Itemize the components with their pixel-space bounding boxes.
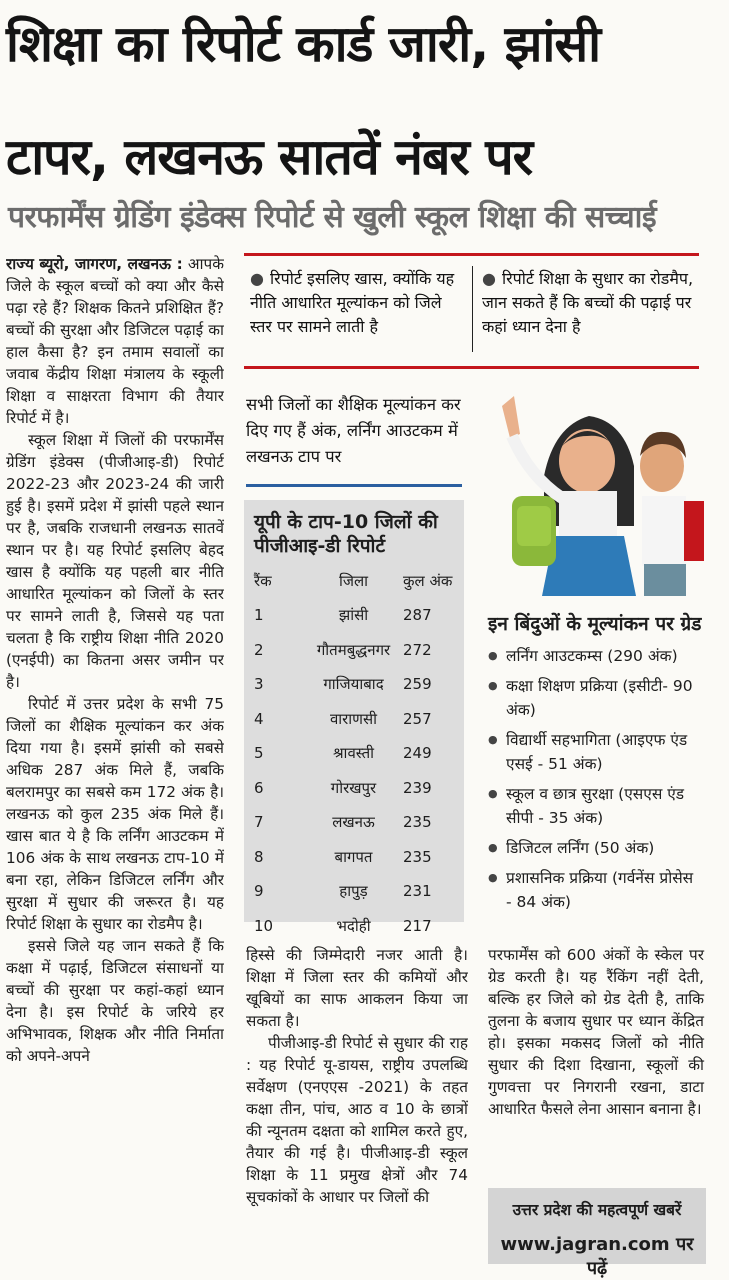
district-cell: गोरखपुर (330, 778, 377, 797)
divider-vertical (472, 266, 473, 352)
grade-item: ● स्कूल व छात्र सुरक्षा (एसएस एंड सीपी - 35 अंक) (488, 782, 703, 830)
grade-item: ● डिजिटल लर्निंग (50 अंक) (488, 836, 703, 860)
table-row (244, 805, 464, 840)
paragraph: हिस्से की जिम्मेदारी नजर आती है। शिक्षा में जिला स्तर की कमियों और खूबियों का साफ आकलन किया जा सकता है। (246, 946, 468, 1030)
bullet-icon: ● (250, 269, 264, 288)
highlight-1: ● रिपोर्ट इसलिए खास, क्योंकि यह नीति आधारित मूल्यांकन को जिले स्तर पर सामने लाती है (250, 269, 455, 336)
score-cell: 231 (403, 882, 432, 901)
students-illustration (484, 386, 704, 596)
score-cell: 217 (403, 916, 432, 935)
grade-item: ● विद्यार्थी सहभागिता (आइएफ एंड एसई - 51 अंक) (488, 728, 703, 776)
paragraph: रिपोर्ट में उत्तर प्रदेश के सभी 75 जिलों का शैक्षिक मूल्यांकन कर अंक दिया गया है। इसमें झांसी को सबसे अधिक 287 अंक मिले हैं, जबकि बलरामपुर का सबसे कम 172 अंक है। लखनऊ को कुल 235 अंक मिले हैं। खास बात ये है कि लर्निंग आउटकम में 106 अंक के साथ लखनऊ टाप-10 में बना रहा, लेकिन डिजिटल लर्निंग और सुरक्षा में सुधार की जरूरत है। यह रिपोर्ट शिक्षा के सुधार का रोडमैप है। (6, 695, 224, 933)
column-header-district: जिला (338, 572, 369, 590)
promo-link[interactable]: www.jagran.com पर पढ़ें (500, 1234, 694, 1279)
rank-cell: 4 (254, 709, 264, 728)
rank-cell: 6 (254, 778, 264, 797)
table-row (244, 771, 464, 806)
highlight-2: ● रिपोर्ट शिक्षा के सुधार का रोडमैप, जान सकते हैं कि बच्चों की पढ़ाई पर कहां ध्यान देना है (482, 269, 694, 336)
divider-red-bottom (244, 366, 699, 369)
pull-quote-underline (246, 484, 462, 487)
top10-table-title: यूपी के टाप-10 जिलों की पीजीआइ-डी रिपोर्ट (254, 511, 438, 557)
table-row (244, 667, 464, 702)
table-header-row (244, 564, 464, 598)
rank-cell: 8 (254, 847, 264, 866)
district-cell: गाजियाबाद (323, 675, 384, 694)
table-row (244, 909, 464, 944)
district-cell: भदोही (336, 916, 371, 935)
grade-item: ● प्रशासनिक प्रक्रिया (गर्वनेंस प्रोसेस - 84 अंक) (488, 866, 703, 914)
divider-red-top (244, 253, 699, 256)
headline-line-2: टापर, लखनऊ सातवें नंबर पर (6, 128, 533, 186)
score-cell: 259 (403, 675, 432, 694)
paragraph: इससे जिले यह जान सकते हैं कि कक्षा में पढ़ाई, डिजिटल संसाधनों या बच्चों की सुरक्षा पर कहां-कहां ध्यान देना है। इस रिपोर्ट के जरिये हर अभिभावक, शिक्षक और नीति निर्माता को अपने-अपने (6, 937, 224, 1065)
score-cell: 235 (403, 813, 432, 832)
paragraph: राज्य ब्यूरो, जागरण, लखनऊ : आपके जिले के स्कूल बच्चों को क्या और कैसे पढ़ा रहे हैं? शिक्षक कितने प्रशिक्षित हैं? बच्चों की सुरक्षा और डिजिटल पढ़ाई का हाल कैसा है? इन तमाम सवालों का जवाब केंद्रीय शिक्षा मंत्रालय के स्कूली शिक्षा व साक्षरता विभाग की तैयार रिपोर्ट में है। (6, 255, 224, 427)
top10-table-panel (244, 500, 464, 935)
subheadline: परफार्मेंस ग्रेडिंग इंडेक्स रिपोर्ट से खुली स्कूल शिक्षा की सच्चाई (8, 200, 657, 235)
score-cell: 249 (403, 744, 432, 763)
district-cell: लखनऊ (332, 813, 375, 832)
grades-list (488, 644, 703, 914)
score-cell: 272 (403, 640, 432, 659)
article-column-2 (246, 944, 468, 1274)
top10-table (244, 564, 464, 943)
paragraph: परफार्मेंस को 600 अंकों के स्केल पर ग्रेड करती है। यह रैंकिंग नहीं देती, बल्कि हर जिले को ग्रेड देती है, ताकि तुलना के बजाय सुधार पर ध्यान केंद्रित हो। इसका मकसद जिलों को नीति सुधार की दिशा दिखाना, स्कूलों की गुणवत्ता पर निगरानी रखना, डाटा आधारित फैसले लेना आसान बनाना है। (488, 946, 704, 1118)
table-row (244, 840, 464, 875)
bullet-icon: ● (482, 269, 496, 288)
grade-item: ● कक्षा शिक्षण प्रक्रिया (इसीटी- 90 अंक) (488, 674, 703, 722)
rank-cell: 2 (254, 640, 264, 659)
headline-line-1: शिक्षा का रिपोर्ट कार्ड जारी, झांसी (6, 15, 601, 73)
table-row (244, 598, 464, 633)
article-column-1 (6, 253, 224, 1280)
district-cell: बागपत (334, 847, 373, 866)
promo-line-1: उत्तर प्रदेश की महत्वपूर्ण खबरें (512, 1201, 682, 1219)
rank-cell: 5 (254, 744, 264, 763)
promo-box[interactable] (488, 1188, 706, 1279)
grades-title: इन बिंदुओं के मूल्यांकन पर ग्रेड (488, 613, 702, 635)
rank-cell: 9 (254, 882, 264, 901)
table-row (244, 874, 464, 909)
score-cell: 235 (403, 847, 432, 866)
column-header-rank: रैंक (254, 572, 272, 590)
grade-item: ● लर्निंग आउटकम्स (290 अंक) (488, 644, 703, 668)
paragraph: पीजीआइ-डी रिपोर्ट से सुधार की राह : यह रिपोर्ट यू-डायस, राष्ट्रीय उपलब्धि सर्वेक्षण (एनएएस -2021) के तहत कक्षा तीन, पांच, आठ व 10 के छात्रों की न्यूनतम दक्षता को शामिल करते हुए, तैयार की गई है। पीजीआइ-डी स्कूल शिक्षा के 11 प्रमुख क्षेत्रों और 74 सूचकांकों के आधार पर जिलों की (246, 1034, 468, 1206)
score-cell: 239 (403, 778, 432, 797)
district-cell: वाराणसी (329, 709, 378, 728)
score-cell: 257 (403, 709, 432, 728)
rank-cell: 3 (254, 675, 264, 694)
district-cell: गौतमबुद्धनगर (316, 640, 391, 659)
table-row (244, 702, 464, 737)
rank-cell: 7 (254, 813, 264, 832)
rank-cell: 1 (254, 606, 264, 625)
paragraph: स्कूल शिक्षा में जिलों की परफार्मेंस ग्रेडिंग इंडेक्स (पीजीआइ-डी) रिपोर्ट 2022-23 और 2023-24 की जारी हुई है। इसमें प्रदेश में झांसी पहले स्थान पर है, जबकि राजधानी लखनऊ सातवें स्थान पर है। यह रिपोर्ट इसलिए बेहद खास है क्योंकि यह पहली बार नीति आधारित मूल्यांकन को जिलों के स्तर पर सामने लाती है, जिससे यह पता चलता है कि राष्ट्रीय शिक्षा नीति 2020 (एनईपी) का कितना असर जमीन पर है। (6, 431, 224, 691)
district-cell: श्रावस्ती (332, 744, 375, 763)
table-row (244, 633, 464, 668)
district-cell: हापुड़ (339, 882, 368, 901)
rank-cell: 10 (254, 916, 274, 935)
pull-quote: सभी जिलों का शैक्षिक मूल्यांकन कर दिए गए हैं अंक, लर्निंग आउटकम में लखनऊ टाप पर (246, 395, 461, 466)
grades-section (488, 610, 703, 920)
district-cell: झांसी (338, 606, 369, 625)
article-column-3 (488, 944, 704, 1120)
dateline: राज्य ब्यूरो, जागरण, लखनऊ : (6, 255, 183, 273)
score-cell: 287 (403, 606, 432, 625)
table-row (244, 736, 464, 771)
column-header-score: कुल अंक (403, 572, 453, 590)
